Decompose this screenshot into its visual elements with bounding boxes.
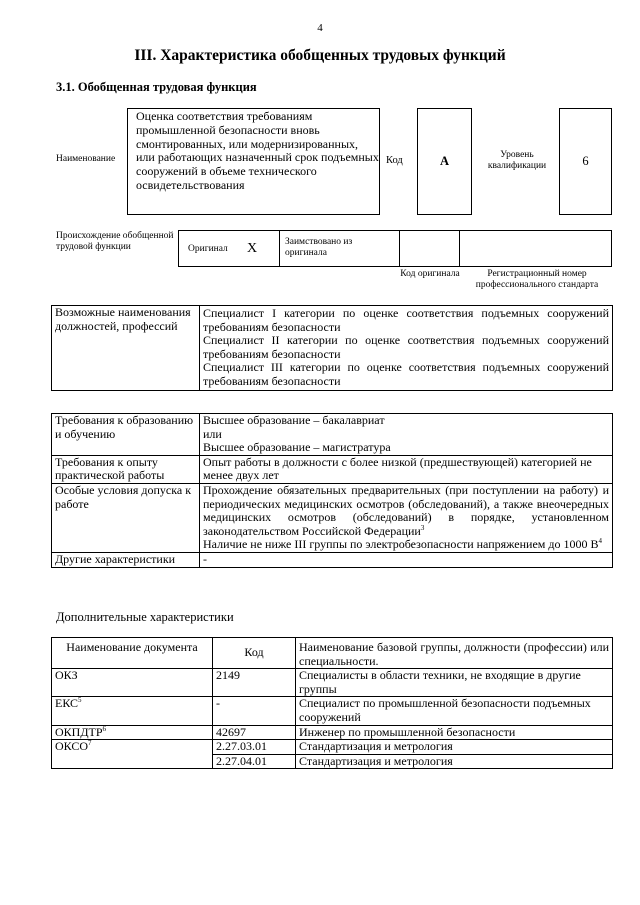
position-item: Специалист II категории по оценке соответствия подъемных сооружений требованиям безопасности [203, 333, 609, 361]
origin-label: Происхождение обобщенной трудовой функции [56, 231, 174, 252]
code-cell: 42697 [213, 725, 296, 740]
level-value-box [559, 108, 612, 215]
positions-list [200, 306, 613, 391]
code-cell: 2.27.03.01 [213, 740, 296, 755]
table-header-row [52, 638, 613, 669]
page-number: 4 [317, 22, 323, 34]
experience-label: Требования к опыту практической работы [52, 455, 200, 483]
name-cell: Инженер по промышленной безопасности [296, 725, 613, 740]
position-item: Специалист I категории по оценке соответствия подъемных сооружений требованиям безопасности [203, 306, 609, 334]
positions-label: Возможные наименования должностей, профессий [52, 306, 200, 391]
original-label: Оригинал [188, 244, 228, 254]
origin-table [178, 230, 612, 267]
table-row [52, 455, 613, 483]
table-row [52, 414, 613, 456]
code-label: Код [386, 155, 403, 166]
doc-cell: ЕКС$^5$ [52, 697, 213, 725]
doc-cell: ОКСО$^7$ [52, 740, 213, 769]
special-conditions-value: Прохождение обязательных предварительных (при поступлении на работу) и периодических медицинских осмотров (обследований), а также внеочередных медицинских осмотров (обследований) в порядке, установленном законодательством Российской Федерации$^3$ Наличие не ниже III группы по электробезопасности напряжением до 1000 $В^4$ [200, 483, 613, 552]
footnote-ref: 4 [598, 537, 602, 546]
name-cell: Специалист по промышленной безопасности подъемных сооружений [296, 697, 613, 725]
name-label: Наименование [56, 154, 116, 164]
col-header-document: Наименование документа [52, 638, 213, 669]
level-value: 6 [582, 154, 589, 168]
name-cell: Стандартизация и метрология [296, 740, 613, 755]
doc-cell: ОКПДТР$^6$ [52, 725, 213, 740]
table-row [52, 669, 613, 697]
code-cell: 2149 [213, 669, 296, 697]
function-name-box [127, 108, 380, 215]
table-row [52, 552, 613, 567]
level-label: Уровень квалификации [487, 150, 547, 171]
education-value: Высшее образование – бакалавриат или Высшее образование – магистратура [200, 414, 613, 456]
experience-value: Опыт работы в должности с более низкой (предшествующей) категорией не менее двух лет [200, 455, 613, 483]
function-name-text: Оценка соответствия требованиям промышленной безопасности вновь смонтированных, или модернизированных, или работающих назначенный срок подъемных сооружений в объеме технического освидетельствования [136, 109, 379, 192]
education-label: Требования к образованию и обучению [52, 414, 200, 456]
position-item: Специалист III категории по оценке соответствия подъемных сооружений требованиям безопасности [203, 360, 609, 388]
footnote-ref: 3 [420, 523, 425, 532]
positions-table [51, 305, 613, 391]
code-cell: - [213, 697, 296, 725]
table-row [52, 483, 613, 552]
other-value: - [200, 552, 613, 567]
additional-table [51, 637, 613, 769]
table-row [52, 740, 613, 755]
table-row [52, 697, 613, 725]
reg-number-caption: Регистрационный номер профессионального стандарта [475, 269, 599, 290]
section-title: III. Характеристика обобщенных трудовых функций [134, 47, 506, 64]
col-header-name: Наименование базовой группы, должности (профессии) или специальности. [296, 638, 613, 669]
requirements-table [51, 413, 613, 568]
code-value: А [439, 154, 450, 168]
name-cell: Специалисты в области техники, не входящие в другие группы [296, 669, 613, 697]
code-cell: 2.27.04.01 [213, 754, 296, 769]
col-header-code: Код [213, 638, 296, 669]
original-mark: Х [247, 241, 258, 256]
other-label: Другие характеристики [52, 552, 200, 567]
name-cell: Стандартизация и метрология [296, 754, 613, 769]
code-original-caption: Код оригинала [400, 269, 460, 279]
additional-title: Дополнительные характеристики [56, 610, 234, 624]
doc-cell: ОКЗ [52, 669, 213, 697]
special-conditions-label: Особые условия допуска к работе [52, 483, 200, 552]
borrowed-label: Заимствовано из оригинала [285, 237, 353, 258]
table-row [52, 725, 613, 740]
code-value-box [417, 108, 472, 215]
subsection-title: 3.1. Обобщенная трудовая функция [56, 80, 257, 94]
